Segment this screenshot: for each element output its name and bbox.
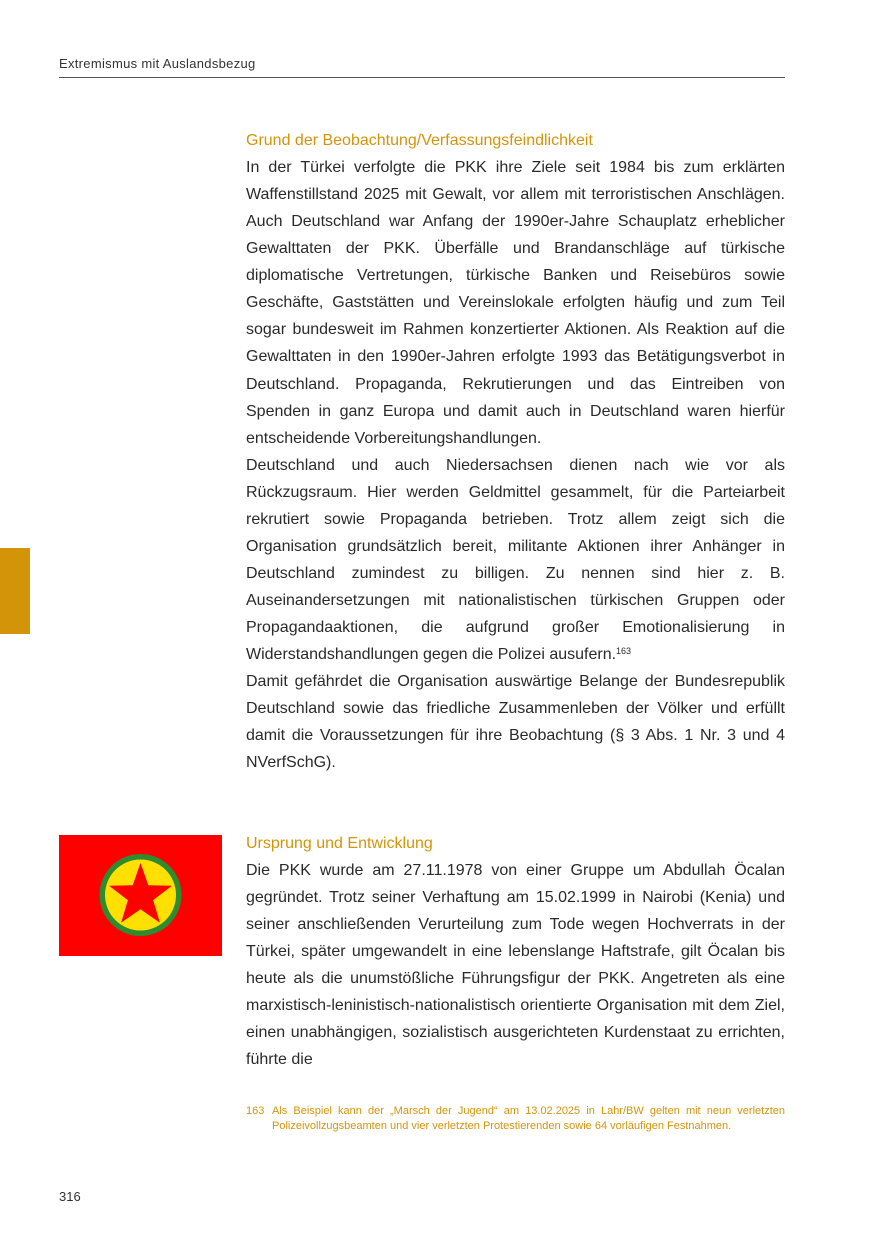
section-ursprung-und-entwicklung — [246, 830, 785, 1074]
body-paragraph: Die PKK wurde am 27.11.1978 von einer Gruppe um Abdullah Öcalan gegründet. Trotz seiner Verhaftung am 15.02.1999 in Nairobi (Kenia) und seiner anschließenden Verurteilung zum Tode wegen Hochverrats in der Türkei, später umgewandelt in eine lebenslange Haftstrafe, gilt Öcalan bis heute als die unumstößliche Führungsfigur der PKK. Angetreten als eine marxistisch-leninistisch-nationalistisch orientierte Organisation mit dem Ziel, einen unabhängigen, sozialistisch ausgerichteten Kurdenstaat zu errichten, führte die — [246, 862, 785, 1069]
body-paragraph: In der Türkei verfolgte die PKK ihre Ziele seit 1984 bis zum erklärten Waffenstillstand 2025 mit Gewalt, vor allem mit terroristischen Anschlägen. Auch Deutschland war Anfang der 1990er-Jahre Schauplatz erheblicher Gewalttaten der PKK. Überfälle und Brandanschläge auf türkische diplomatische Vertretungen, türkische Banken und Reisebüros sowie Geschäfte, Gaststätten und Vereinslokale erfolgten häufig und zum Teil sogar bundesweit im Rahmen konzertierter Aktionen. Als Reaktion auf die Gewalttaten in den 1990er-Jahren erfolgte 1993 das Betätigungsverbot in Deutschland. Propaganda, Rekrutierungen und das Eintreiben von Spenden in ganz Europa und damit auch in Deutschland waren hierfür entscheidende Vorbereitungshandlungen. — [246, 159, 785, 447]
body-paragraph: Damit gefährdet die Organisation auswärtige Belange der Bundesrepublik Deutschland sowie das friedliche Zusammenleben der Völker und erfüllt damit die Voraussetzungen für ihre Beobachtung (§ 3 Abs. 1 Nr. 3 und 4 NVerfSchG). — [246, 673, 785, 772]
section-heading: Ursprung und Entwicklung — [246, 835, 433, 852]
body-paragraph — [246, 452, 785, 669]
paragraph-text: Deutschland und auch Niedersachsen dienen nach wie vor als Rückzugsraum. Hier werden Geldmittel gesammelt, für die Parteiarbeit rekrutiert sowie Propaganda betrieben. Trotz allem zeigt sich die Organisation grundsätzlich bereit, militante Aktionen ihrer Anhänger in Deutschland zumindest zu billigen. Zu nennen sind hier z. B. Auseinandersetzungen mit nationalistischen türkischen Gruppen oder Propagandaaktionen, die aufgrund großer Emotionalisierung in Widerstandshandlungen gegen die Polizei ausufern. — [246, 456, 785, 664]
chapter-tab-marker — [0, 548, 30, 634]
footnote — [246, 1104, 785, 1134]
section-heading: Grund der Beobachtung/Verfassungsfeindlichkeit — [246, 132, 593, 149]
footnote-reference: 163 — [616, 646, 632, 657]
footnote-number: 163 — [246, 1105, 265, 1117]
section-grund-der-beobachtung — [246, 127, 785, 776]
star-emblem-icon — [59, 835, 222, 956]
pkk-flag-image — [59, 835, 222, 956]
page-number: 316 — [59, 1189, 81, 1204]
footnote-text: Als Beispiel kann der „Marsch der Jugend“ am 13.02.2025 in Lahr/BW gelten mit neun verletzten Polizeivollzugsbeamten und vier verletzten Protestierenden sowie 64 vorläufigen Festnahmen. — [272, 1105, 785, 1132]
running-header: Extremismus mit Auslandsbezug — [59, 56, 785, 78]
